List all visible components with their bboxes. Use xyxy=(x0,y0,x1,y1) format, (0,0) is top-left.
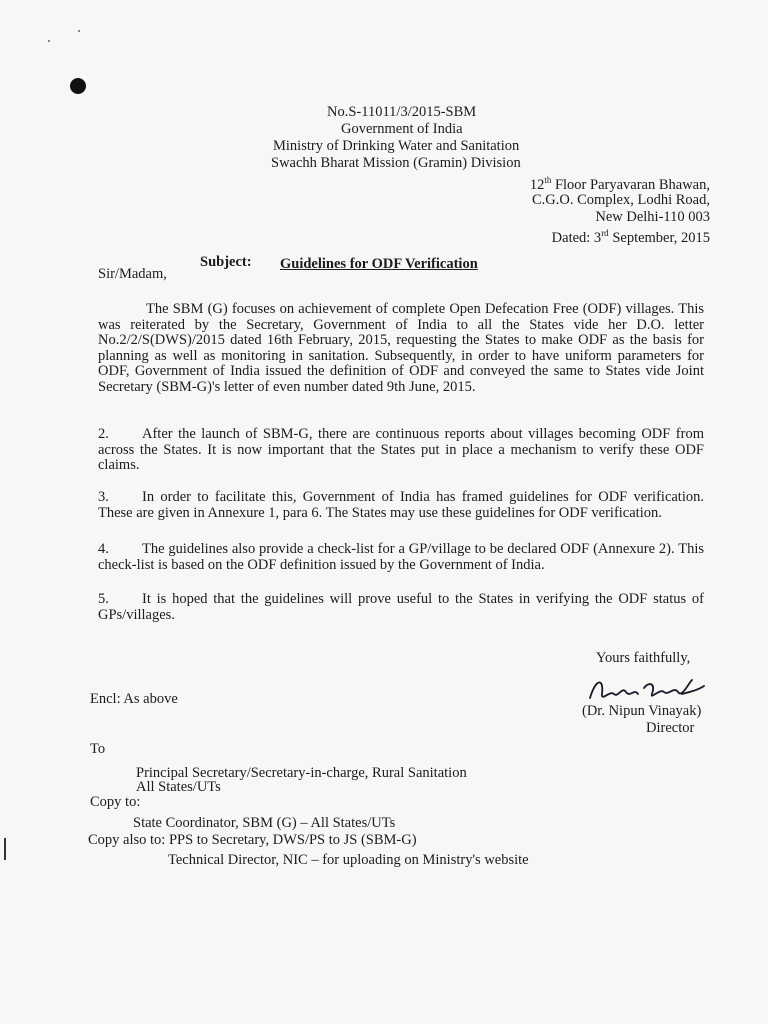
paragraph-text: In order to facilitate this, Government of India has framed guidelines for ODF verification. These are given in Annexure 1, para 6. The States may use these guidelines for ODF verification. xyxy=(98,489,704,521)
ministry-line: Ministry of Drinking Water and Sanitation xyxy=(273,138,520,154)
paragraph-2 xyxy=(98,427,704,474)
paragraph-4 xyxy=(98,542,704,573)
copy-to-label: Copy to: xyxy=(90,794,141,810)
government-line: Government of India xyxy=(341,121,463,137)
closing-yours-faithfully: Yours faithfully, xyxy=(596,650,691,666)
subject-label: Subject: xyxy=(200,254,252,270)
signatory-name: (Dr. Nipun Vinayak) xyxy=(582,703,702,719)
copy-also-to-line-2: Technical Director, NIC – for uploading on Ministry's website xyxy=(168,852,529,868)
punch-hole-mark xyxy=(70,78,86,94)
paragraph-number: 5. xyxy=(98,591,109,607)
salutation: Sir/Madam, xyxy=(98,266,167,282)
signatory-designation: Director xyxy=(646,720,695,736)
scan-speck xyxy=(48,40,50,42)
to-recipient-line-1: Principal Secretary/Secretary-in-charge, Rural Sanitation xyxy=(136,765,467,781)
address-line-2: C.G.O. Complex, Lodhi Road, xyxy=(531,192,710,208)
enclosure-note: Encl: As above xyxy=(90,691,178,707)
paragraph-number: 4. xyxy=(98,541,109,557)
address-line-1: 12th Floor Paryavaran Bhawan, xyxy=(529,175,710,193)
address-line-3: New Delhi-110 003 xyxy=(595,209,710,225)
subject-text: Guidelines for ODF Verification xyxy=(280,256,478,272)
paragraph-number: 2. xyxy=(98,426,109,442)
paragraph-text: The guidelines also provide a check-list for a GP/village to be declared ODF (Annexure 2). This check-list is based on the ODF definition issued by the Government of India. xyxy=(98,541,704,573)
scan-edge-mark xyxy=(4,838,6,860)
paragraph-5 xyxy=(98,592,704,623)
paragraph-text: It is hoped that the guidelines will prove useful to the States in verifying the ODF status of GPs/villages. xyxy=(98,591,704,623)
copy-also-to-line: Copy also to: PPS to Secretary, DWS/PS to JS (SBM-G) xyxy=(88,832,417,848)
division-line: Swachh Bharat Mission (Gramin) Division xyxy=(271,155,521,171)
to-recipient-line-2: All States/UTs xyxy=(136,779,221,795)
letter-date: Dated: 3rd September, 2015 xyxy=(551,228,710,246)
paragraph-1: The SBM (G) focuses on achievement of complete Open Defecation Free (ODF) villages. This was reiterated by the Secretary, Government of India to all the States vide her D.O. letter No.2/2/S(DWS)/2015 dated 16th February, 2015, requesting the States to make ODF as the basis for planning as well as monitoring in sanitation. Subsequently, in order to have uniform parameters for ODF, Government of India issued the definition of ODF and conveyed the same to States vide Joint Secretary (SBM-G)'s letter of even number dated 9th June, 2015. xyxy=(98,301,704,395)
paragraph-text: After the launch of SBM-G, there are continuous reports about villages becoming ODF from across the States. It is now important that the States put in place a mechanism to verify these ODF claims. xyxy=(98,426,704,473)
to-label: To xyxy=(90,741,106,757)
paragraph-number: 3. xyxy=(98,489,109,505)
paragraph-3 xyxy=(98,490,704,521)
scan-speck xyxy=(78,30,80,32)
reference-number: No.S-11011/3/2015-SBM xyxy=(327,104,477,120)
copy-to-recipient: State Coordinator, SBM (G) – All States/UTs xyxy=(133,815,396,831)
